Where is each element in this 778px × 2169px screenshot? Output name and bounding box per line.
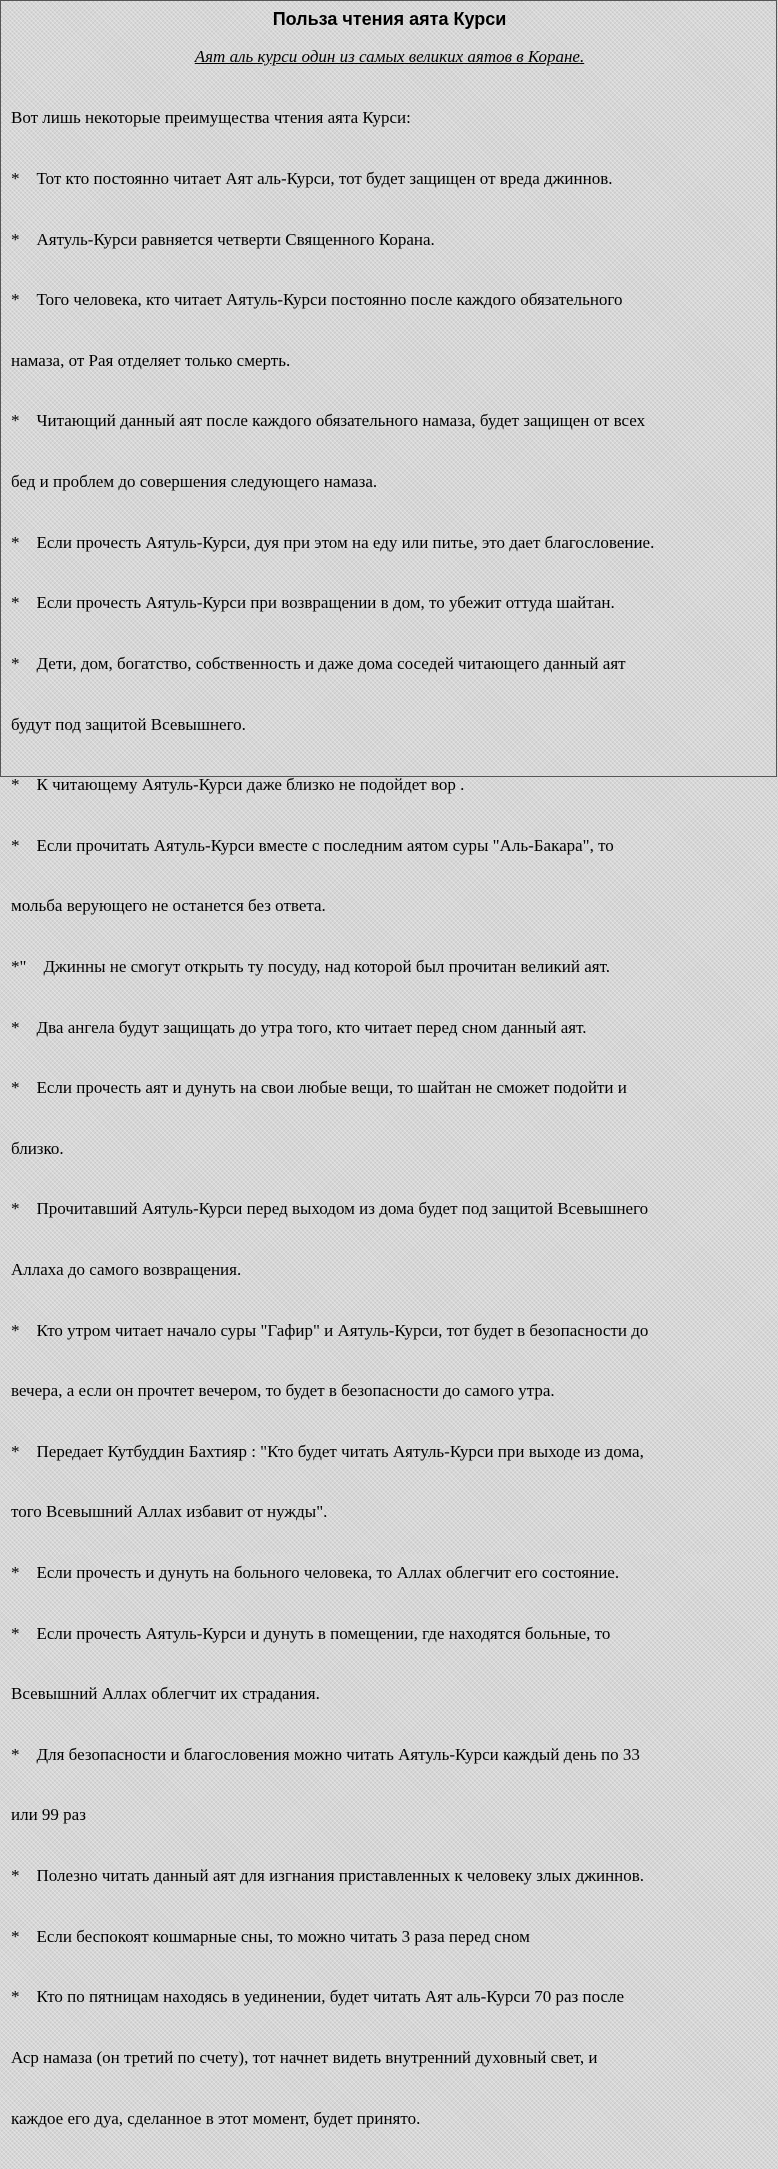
text-line: * Тот кто постоянно читает Аят аль-Курси, тот будет защищен от вреда джиннов. [11,169,613,189]
text-line: * Если прочесть Аятуль-Курси, дуя при этом на еду или питье, это дает благословение. [11,532,655,552]
text-line: * Если прочесть Аятуль-Курси при возвращении в дом, то убежит оттуда шайтан. [11,593,615,613]
text-line: * Дети, дом, богатство, собственность и даже дома соседей читающего данный аят [11,653,626,673]
text-line: * Кто по пятницам находясь в уединении, будет читать Аят аль-Курси 70 раз после [11,1987,625,2007]
page-title: Польза чтения аята Курси [272,9,507,29]
text-line: каждое его дуа, сделанное в этот момент, будет принято. [11,2108,421,2128]
text-line: * К читающему Аятуль-Курси даже близко не подойдет вор . [11,775,465,795]
page-subtitle [1,47,778,67]
text-line: * Два ангела будут защищать до утра того, кто читает перед сном данный аят. [11,1017,587,1037]
text-line: * Если прочитать Аятуль-Курси вместе с последним аятом суры "Аль-Бакара", то [11,835,614,855]
text-line: близко. [11,1138,64,1158]
text-line: * Если прочесть аят и дунуть на свои любые вещи, то шайтан не сможет подойти и [11,1078,627,1098]
text-line: мольба верующего не останется без ответа. [11,896,326,916]
text-line: Аллаха до самого возвращения. [11,1259,242,1279]
text-line: *" Джинны не смогут открыть ту посуду, над которой был прочитан великий аят. [11,956,611,976]
text-line: * Того человека, кто читает Аятуль-Курси постоянно после каждого обязательного [11,290,623,310]
text-line: * Кто утром читает начало суры "Гафир" и Аятуль-Курси, тот будет в безопасности до [11,1320,649,1340]
text-line: * Аятуль-Курси равняется четверти Священного Корана. [11,229,435,249]
text-line: или 99 раз [11,1805,86,1825]
text-line: * Передает Кутбуддин Бахтияр : "Кто будет читать Аятуль-Курси при выходе из дома, [11,1441,644,1461]
document-body [11,68,775,2169]
text-line: * Полезно читать данный аят для изгнания приставленных к человеку злых джиннов. [11,1866,645,1886]
text-line: * Прочитавший Аятуль-Курси перед выходом из дома будет под защитой Всевышнего [11,1199,649,1219]
text-line: * Если беспокоят кошмарные сны, то можно читать 3 раза перед сном [11,1926,530,1946]
text-line: Аср намаза (он третий по счету), тот начнет видеть внутренний духовный свет, и [11,2047,598,2067]
intro-line: Вот лишь некоторые преимущества чтения аята Курси: [11,108,411,128]
text-line: бед и проблем до совершения следующего намаза. [11,472,378,492]
text-line: намаза, от Рая отделяет только смерть. [11,350,291,370]
text-line: * Читающий данный аят после каждого обязательного намаза, будет защищен от всех [11,411,646,431]
text-line: будут под защитой Всевышнего. [11,714,246,734]
text-line: * Если прочесть Аятуль-Курси и дунуть в помещении, где находятся больные, то [11,1623,611,1643]
text-line: того Всевышний Аллах избавит от нужды". [11,1502,328,1522]
text-line: Всевышний Аллах облегчит их страдания. [11,1684,320,1704]
text-line: * Если прочесть и дунуть на больного человека, то Аллах облегчит его состояние. [11,1563,620,1583]
subtitle-text: Аят аль курси один из самых великих аятов в Коране. [194,47,585,66]
text-line: * Для безопасности и благословения можно читать Аятуль-Курси каждый день по 33 [11,1744,640,1764]
text-line: вечера, а если он прочтет вечером, то будет в безопасности до самого утра. [11,1381,555,1401]
